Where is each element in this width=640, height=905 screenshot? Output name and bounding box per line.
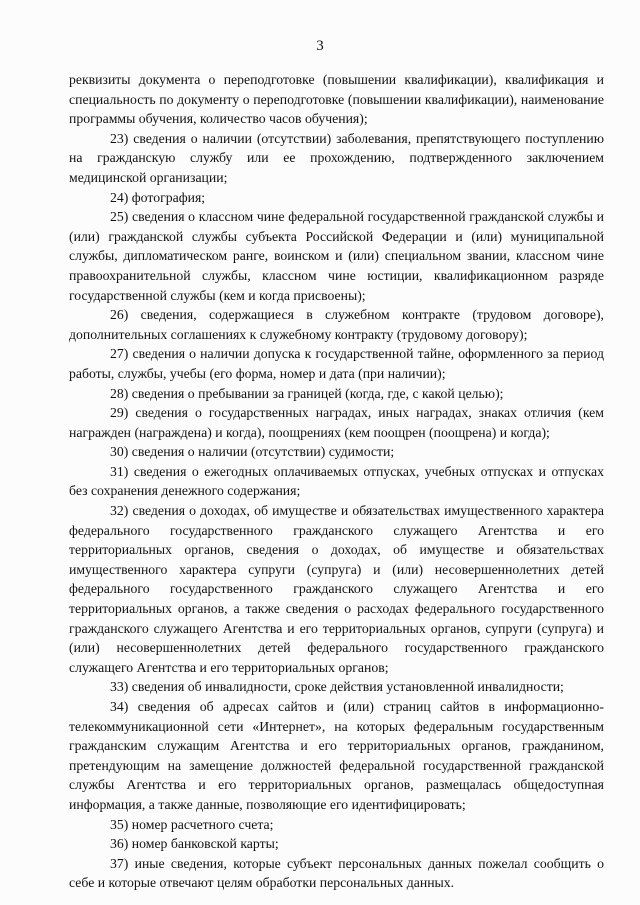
page-number: 3 (316, 38, 324, 54)
paragraph: 34) сведения об адресах сайтов и (или) страниц сайтов в информационно-телекоммуникационной сети «Интернет», на которых федеральным государственным гражданским служащим Агентства и его территориальных органов, гражданином, претендующим на замещение должностей федеральной государственной гражданской службы Агентства и его территориальных органов, размещалась общедоступная информация, а также данные, позволяющие его идентифицировать; (69, 699, 604, 812)
paragraph: 25) сведения о классном чине федеральной государственной гражданской службы и (или) гражданской службы субъекта Российской Федерации и (или) муниципальной службы, дипломатическом ранге, воинском и (или) специальном звании, классном чине правоохранительной службы, классном чине юстиции, квалификационном разряде государственной службы (кем и когда присвоены); (69, 209, 604, 303)
paragraph: 27) сведения о наличии допуска к государственной тайне, оформленного за период работы, службы, учебы (его форма, номер и дата (при наличии); (69, 346, 604, 381)
paragraph: 33) сведения об инвалидности, сроке действия установленной инвалидности; (110, 679, 564, 695)
paragraph: 26) сведения, содержащиеся в служебном контракте (трудовом договоре), дополнительных соглашениях к служебному контракту (трудовому договору); (69, 307, 604, 342)
paragraph: 36) номер банковской карты; (110, 836, 279, 852)
paragraph: 31) сведения о ежегодных оплачиваемых отпусках, учебных отпусках и отпусках без сохранения денежного содержания; (69, 463, 604, 499)
paragraph: 24) фотография; (110, 189, 206, 205)
paragraph: реквизиты документа о переподготовке (повышении квалификации), квалификация и специальность по документу о переподготовке (повышении квалификации), наименование программы обучения, количество часов обучения); (69, 72, 604, 127)
paragraph: 30) сведения о наличии (отсутствии) судимости; (110, 444, 395, 460)
paragraph: 35) номер расчетного счета; (110, 816, 274, 832)
paragraph: 32) сведения о доходах, об имуществе и обязательствах имущественного характера федерального государственного гражданского служащего Агентства и его территориальных органов, сведения о доходах, об имуществе и обязательствах имущественного характера супруги (супруга) и (или) несовершеннолетних детей федерального государственного гражданского служащего Агентства и его территориальных органов, а также сведения о расходах федерального государственного гражданского служащего Агентства и его территориальных органов, супруги (супруга) и (или) несовершеннолетних детей федерального государственного гражданского служащего Агентства и его территориальных органов; (69, 503, 604, 675)
paragraph: 29) сведения о государственных наградах, иных наградах, знаках отличия (кем награжден (награждена) и когда), поощрениях (кем поощрен (поощрена) и когда); (69, 405, 604, 440)
paragraph: 28) сведения о пребывании за границей (когда, где, с какой целью); (110, 385, 504, 401)
paragraph: 23) сведения о наличии (отсутствии) заболевания, препятствующего поступлению на гражданскую службу или ее прохождению, подтвержденного заключением медицинской организации; (69, 130, 604, 185)
document-body (69, 70, 604, 893)
paragraph: 37) иные сведения, которые субъект персональных данных пожелал сообщить о себе и которые отвечают целям обработки персональных данных. (69, 855, 604, 891)
